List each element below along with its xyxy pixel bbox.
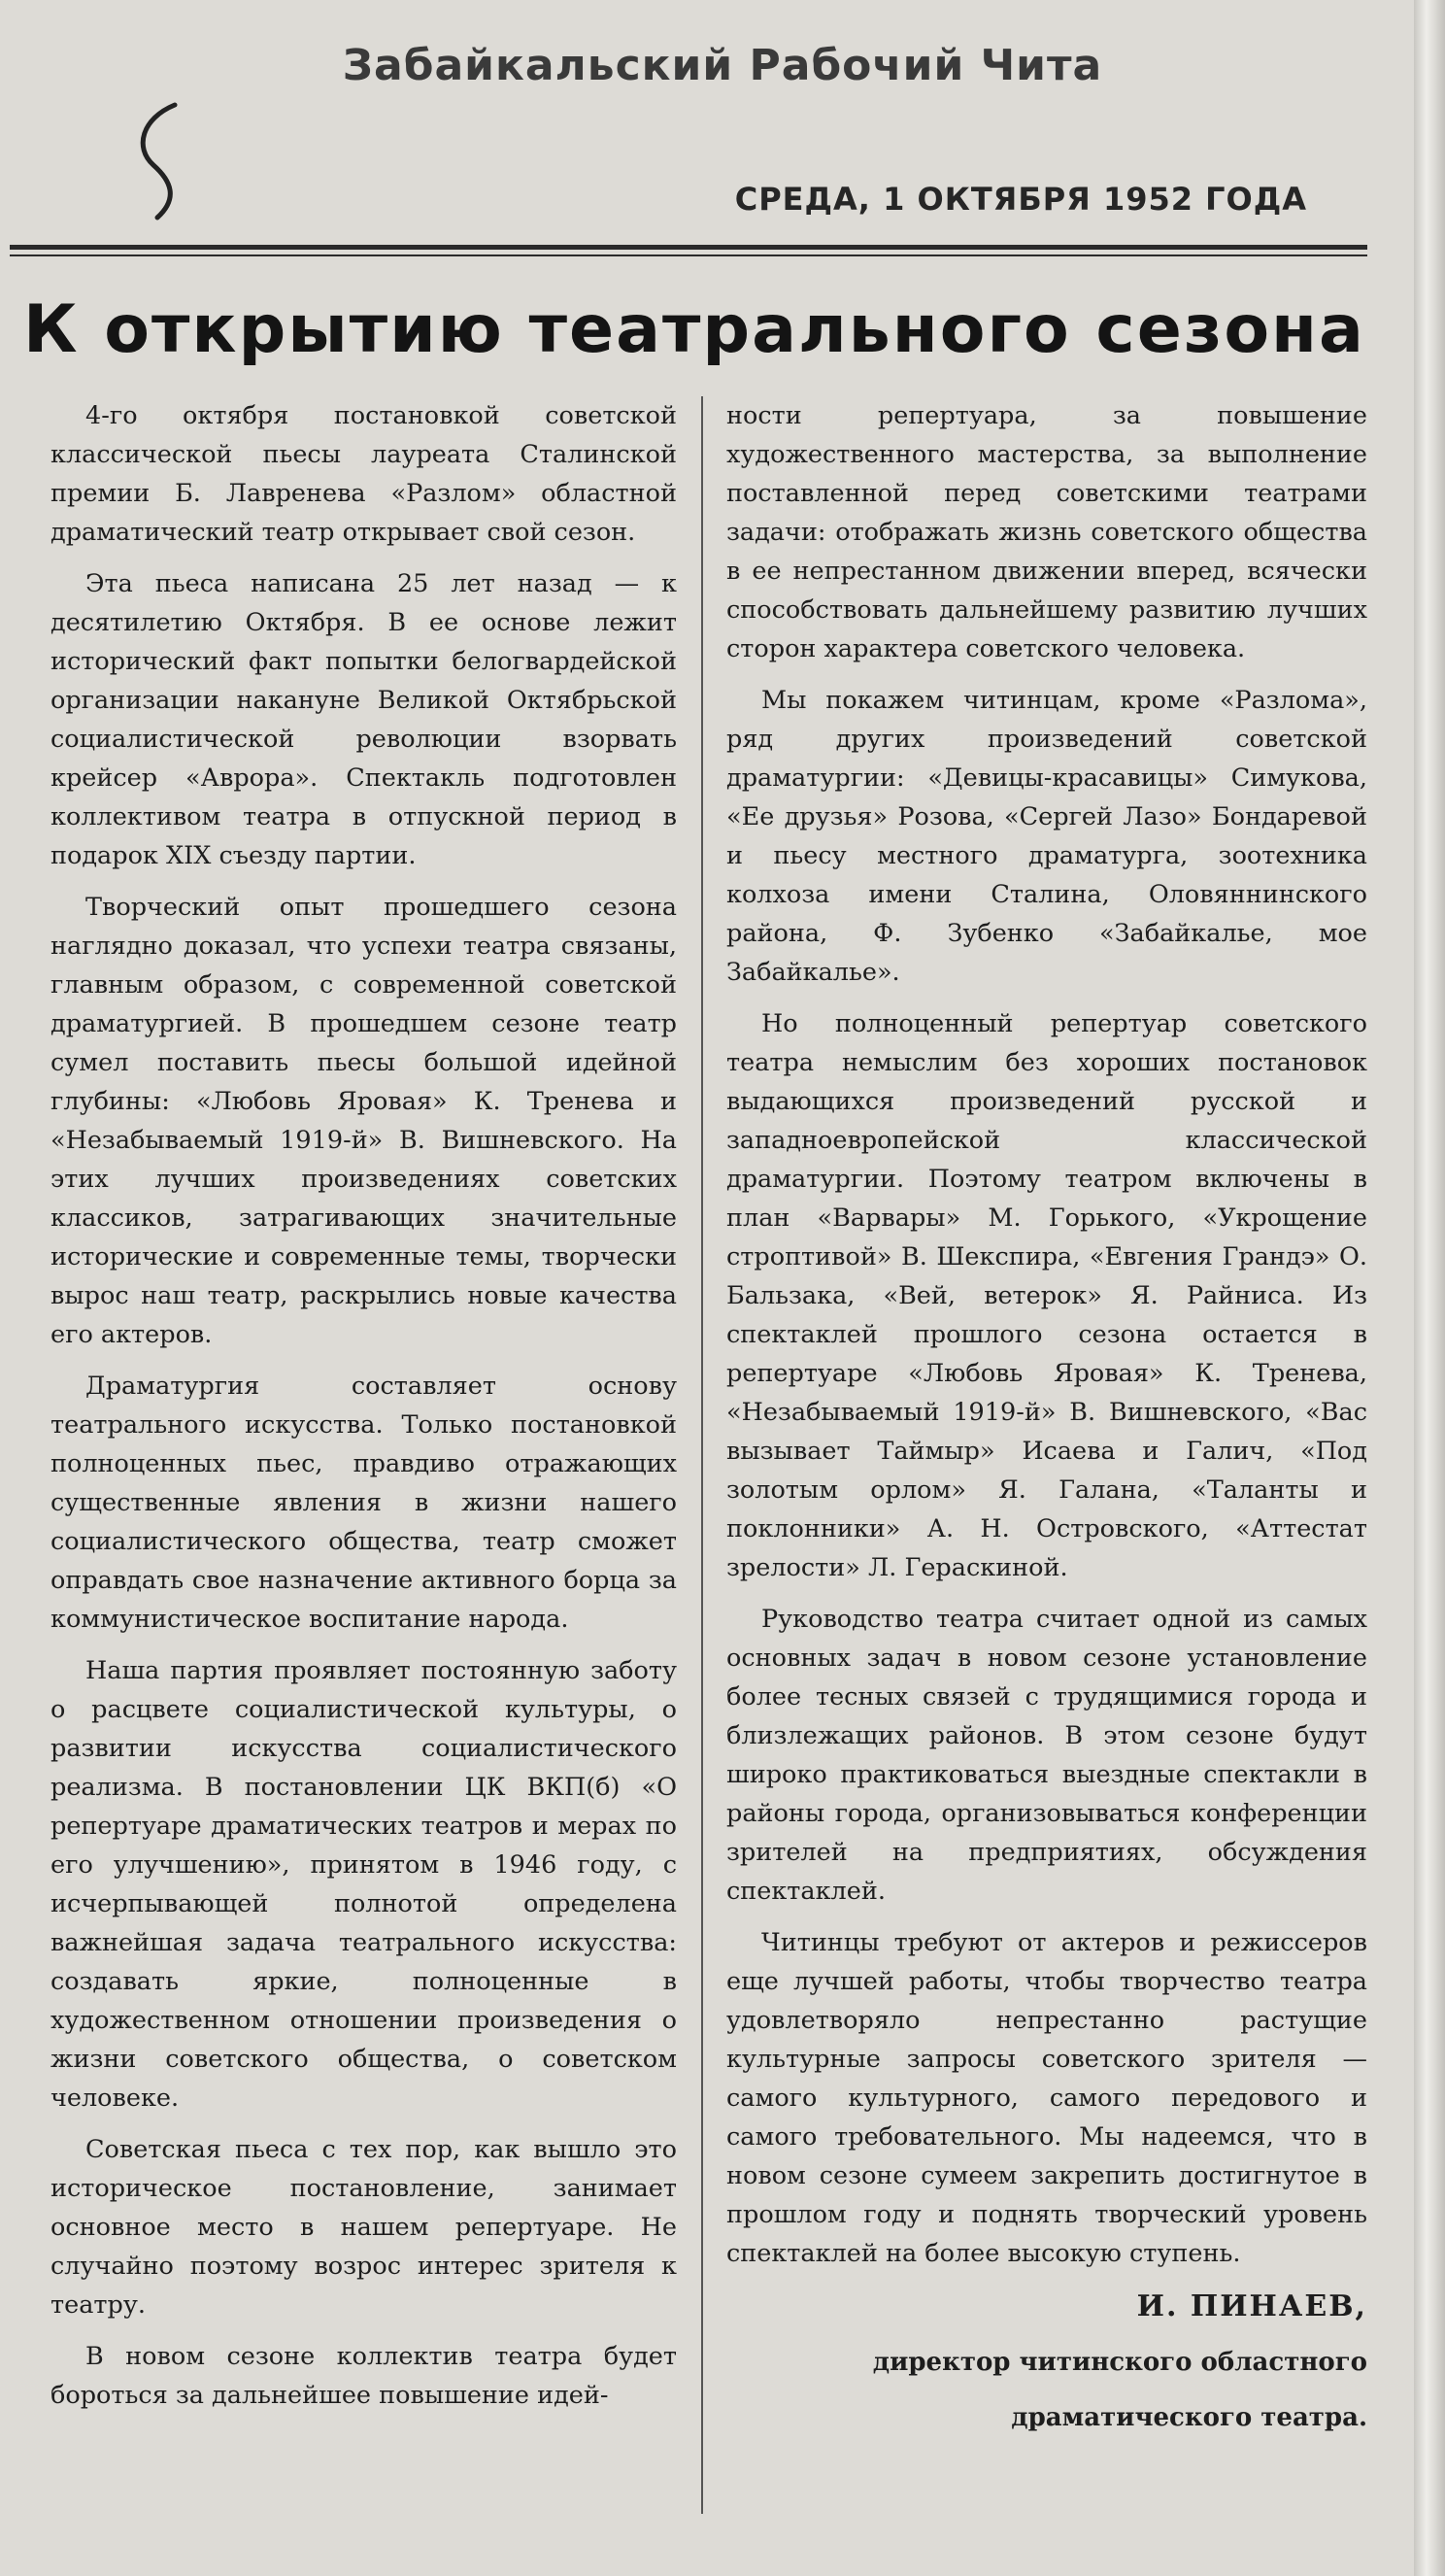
- article-column-right: [726, 396, 1367, 2514]
- paragraph: Читинцы требуют от актеров и режиссеров еще лучшей работы, чтобы творчество театра удовлетворяло непрестанно растущие культурные запросы советского зрителя — самого культурного, самого передового и самого требовательного. Мы надеемся, что в новом сезоне сумеем закрепить достигнутое в прошлом году и поднять творческий уровень спектаклей на более высокую ступень.: [726, 1928, 1367, 2268]
- handwritten-mark-icon: [124, 97, 192, 223]
- header-rule-thin: [10, 254, 1367, 256]
- paragraph: Мы покажем читинцам, кроме «Разлома», ряд других произведений советской драматургии: «Девицы-красавицы» Симукова, «Ее друзья» Розова, «Сергей Лазо» Бондаревой и пьесу местного драматурга, зоотехника колхоза имени Сталина, Оловяннинского района, Ф. Зубенко «Забайкалье, мое Забайкалье».: [726, 686, 1367, 987]
- paragraph: Но полноценный репертуар советского театра немыслим без хороших постановок выдающихся произведений русской и западноевропейской классической драматургии. Поэтому театром включены в план «Варвары» М. Горького, «Укрощение строптивой» В. Шекспира, «Евгения Грандэ» О. Бальзака, «Вей, ветерок» Я. Райниса. Из спектаклей прошлого сезона остается в репертуаре «Любовь Яровая» К. Тренева, «Незабываемый 1919-й» В. Вишневского, «Вас вызывает Таймыр» Исаева и Галич, «Под золотым орлом» Я. Галана, «Таланты и поклонники» А. Н. Островского, «Аттестат зрелости» Л. Гераскиной.: [726, 1009, 1367, 1582]
- article-title: К открытию театрального сезона: [23, 291, 1365, 368]
- article-column-left: [50, 396, 677, 2514]
- paragraph: Наша партия проявляет постоянную заботу о расцвете социалистической культуры, о развитии искусства социалистического реализма. В постановлении ЦК ВКП(б) «О репертуаре драматических театров и мерах по его улучшению», принятом в 1946 году, с исчерпывающей полнотой определена важнейшая задача театрального искусства: создавать яркие, полноценные в художественном отношении произведения о жизни советского общества, о советском человеке.: [50, 1656, 677, 2113]
- author-title: директор читинского областного: [872, 2348, 1367, 2377]
- page-edge: [1414, 0, 1445, 2576]
- paragraph: 4-го октября постановкой советской классической пьесы лауреата Сталинской премии Б. Лавренева «Разлом» областной драматический театр открывает свой сезон.: [50, 401, 677, 547]
- author-name: И. ПИНАЕВ,: [1136, 2289, 1367, 2323]
- paragraph: Эта пьеса написана 25 лет назад — к десятилетию Октября. В ее основе лежит исторический факт попытки белогвардейской организации накануне Великой Октябрьской социалистической революции взорвать крейсер «Аврора». Спектакль подготовлен коллективом театра в отпускной период в подарок XIX съезду партии.: [50, 569, 677, 870]
- author-title-line2: драматического театра.: [1011, 2403, 1367, 2432]
- column-divider: [701, 396, 703, 2514]
- paragraph: ности репертуара, за повышение художественного мастерства, за выполнение поставленной перед советскими театрами задачи: отображать жизнь советского общества в ее непрестанном движении вперед, всячески способствовать дальнейшему развитию лучших сторон характера советского человека.: [726, 401, 1367, 663]
- header-rule: [10, 245, 1367, 250]
- paragraph: В новом сезоне коллектив театра будет бороться за дальнейшее повышение идей-: [50, 2342, 677, 2410]
- paragraph: Драматургия составляет основу театрального искусства. Только постановкой полноценных пьес, правдиво отражающих существенные явления в жизни нашего социалистического общества, театр сможет оправдать свое назначение активного борца за коммунистическое воспитание народа.: [50, 1372, 677, 1634]
- paragraph: Творческий опыт прошедшего сезона наглядно доказал, что успехи театра связаны, главным образом, с современной советской драматургией. В прошедшем сезоне театр сумел поставить пьесы большой идейной глубины: «Любовь Яровая» К. Тренева и «Незабываемый 1919-й» В. Вишневского. На этих лучших произведениях советских классиков, затрагивающих значительные исторические и современные темы, творчески вырос наш театр, раскрылись новые качества его актеров.: [50, 893, 677, 1349]
- masthead: Забайкальский Рабочий Чита: [342, 41, 1103, 90]
- issue-date: СРЕДА, 1 ОКТЯБРЯ 1952 ГОДА: [734, 181, 1307, 218]
- paragraph: Руководство театра считает одной из самых основных задач в новом сезоне установление более тесных связей с трудящимися города и близлежащих районов. В этом сезоне будут широко практиковаться выездные спектакли в районы города, организовываться конференции зрителей на предприятиях, обсуждения спектаклей.: [726, 1605, 1367, 1906]
- paragraph: Советская пьеса с тех пор, как вышло это историческое постановление, занимает основное место в нашем репертуаре. Не случайно поэтому возрос интерес зрителя к театру.: [50, 2135, 677, 2320]
